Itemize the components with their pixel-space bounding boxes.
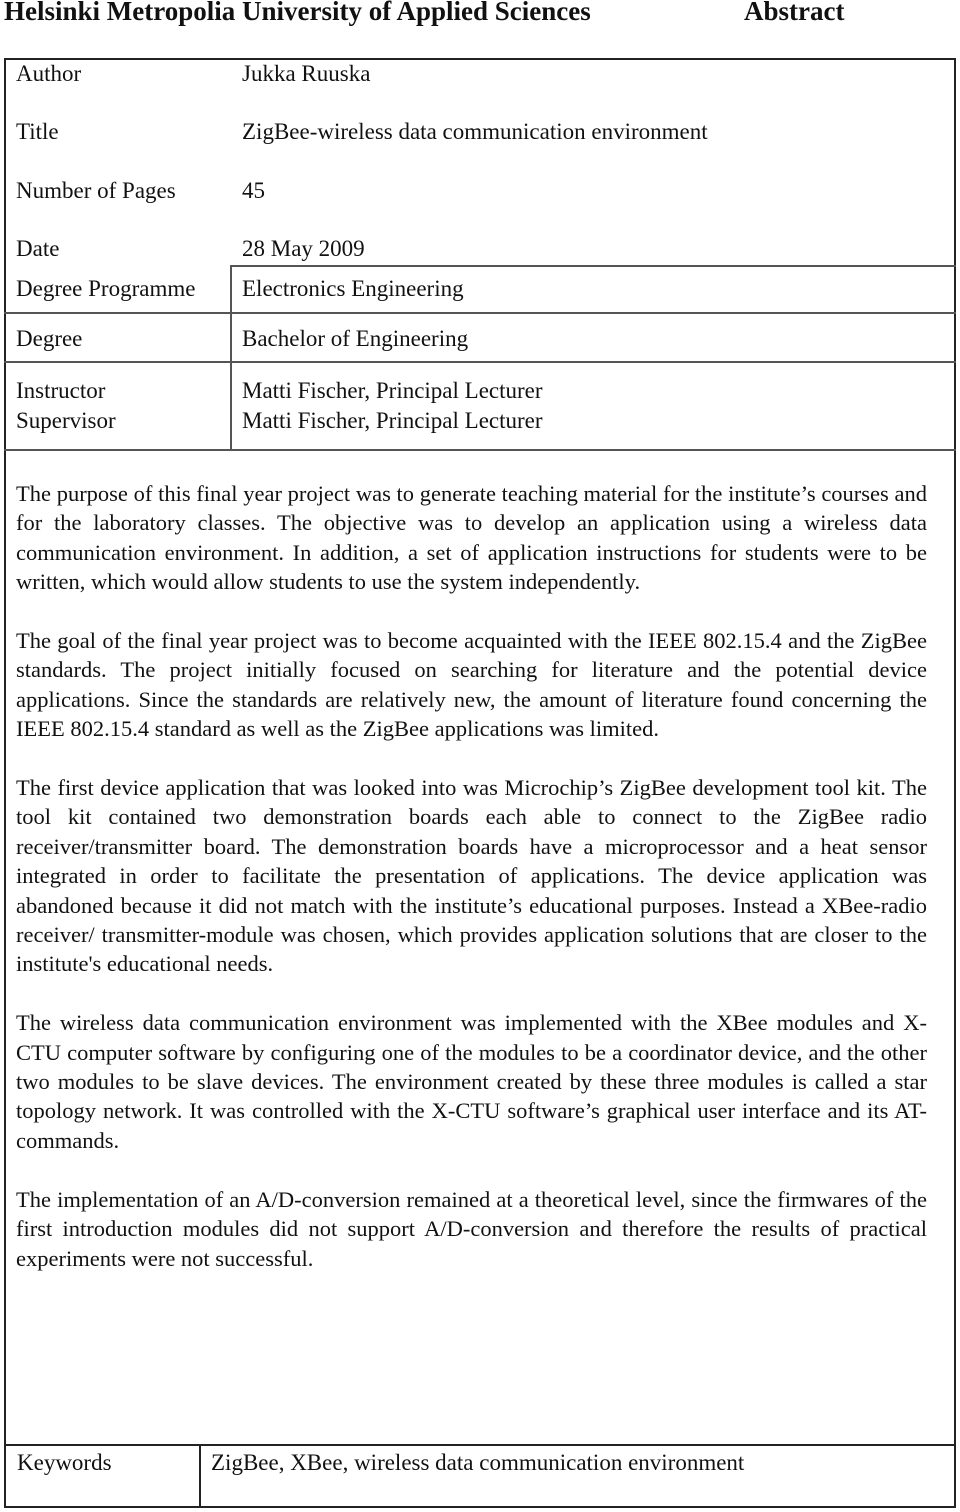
degree-label: Degree xyxy=(16,326,83,351)
abstract-paragraph: The wireless data communication environment was implemented with the XBee modules and X-CTU computer software by configuring one of the modules to be a coordinator device, and the other two modules to be slave devices. The environment created by these three modules is called a star topology network. It was controlled with the X-CTU software’s graphical user interface and its AT-commands. xyxy=(16,1010,927,1153)
instructor-value: Matti Fischer, Principal Lecturer xyxy=(242,378,543,403)
row-divider xyxy=(4,312,956,314)
keywords-label: Keywords xyxy=(17,1450,112,1475)
row-divider xyxy=(231,265,956,267)
abstract-paragraph: The first device application that was looked into was Microchip’s ZigBee development tool kit. The tool kit contained two demonstration boards each able to connect to the ZigBee radio receiver/transmitter board. The demonstration boards have a microprocessor and a heat sensor integrated in order to facilitate the presentation of applications. The device application was abandoned because it did not match with the institute’s educational purposes. Instead a XBee-radio receiver/ transmitter-module was chosen, which provides application solutions that are closer to the institute's educational needs. xyxy=(16,775,927,977)
keywords-divider xyxy=(199,1444,201,1508)
author-value: Jukka Ruuska xyxy=(242,61,371,86)
abstract-paragraph: The purpose of this final year project was to generate teaching material for the institute’s courses and for the laboratory classes. The objective was to develop an application using a wireless data communication environment. In addition, a set of application instructions for students were to be written, which would allow students to use the system independently. xyxy=(16,481,927,595)
section-title: Abstract xyxy=(744,0,845,26)
supervisor-value: Matti Fischer, Principal Lecturer xyxy=(242,408,543,433)
pages-value: 45 xyxy=(242,178,265,203)
programme-label: Degree Programme xyxy=(16,276,196,301)
supervisor-label: Supervisor xyxy=(16,408,116,433)
row-divider xyxy=(4,449,956,451)
author-label: Author xyxy=(16,61,82,86)
abstract-paragraph: The implementation of an A/D-conversion remained at a theoretical level, since the firmwares of the first introduction modules did not support A/D-conversion and therefore the results of practical experiments were not successful. xyxy=(16,1186,927,1271)
row-divider xyxy=(4,361,956,363)
title-label: Title xyxy=(16,119,59,144)
abstract-paragraph: The goal of the final year project was to become acquainted with the IEEE 802.15.4 and the ZigBee standards. The project initially focused on searching for literature and the potential device applications. Since the standards are relatively new, the amount of literature found concerning the IEEE 802.15.4 standard as well as the ZigBee applications was limited. xyxy=(16,628,927,742)
instructor-label: Instructor xyxy=(16,378,106,403)
keywords-value: ZigBee, XBee, wireless data communication environment xyxy=(211,1450,745,1475)
column-divider xyxy=(230,265,232,451)
date-label: Date xyxy=(16,236,60,261)
pages-label: Number of Pages xyxy=(16,178,176,203)
title-value: ZigBee-wireless data communication environment xyxy=(242,119,708,144)
institution-title: Helsinki Metropolia University of Applied Sciences xyxy=(4,0,591,26)
degree-value: Bachelor of Engineering xyxy=(242,326,469,351)
date-value: 28 May 2009 xyxy=(242,236,365,261)
abstract-body xyxy=(16,479,927,1302)
programme-value: Electronics Engineering xyxy=(242,276,464,301)
